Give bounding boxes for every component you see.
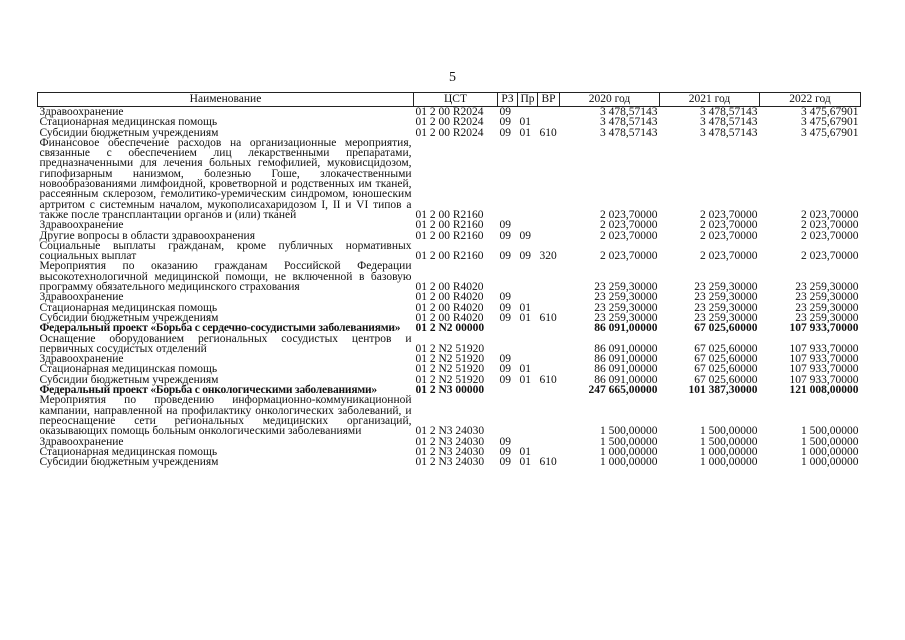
cell-cst: 01 2 00 R2160: [415, 250, 484, 263]
cell-name: Субсидии бюджетным учреждениям: [39, 311, 219, 324]
table-row: [38, 261, 861, 292]
cell-pr: [518, 385, 538, 395]
cell-rz: 09: [499, 456, 511, 469]
cell-rz: 09: [499, 291, 511, 304]
cell-y2020: 3 478,57143: [600, 116, 658, 129]
cell-vr: [538, 385, 560, 395]
cell-name: Субсидии бюджетным учреждениям: [39, 373, 219, 386]
cell-y2021: 67 025,60000: [694, 322, 758, 335]
cell-rz: 09: [499, 311, 511, 324]
cell-y2021: 1 000,00000: [700, 445, 758, 458]
cell-vr: [538, 138, 560, 220]
cell-y2020: 247 665,00000: [588, 384, 658, 397]
cell-y2021: 2 023,70000: [700, 219, 758, 232]
cell-cst: 01 2 N2 51920: [415, 342, 485, 355]
cell-y2020: 23 259,30000: [594, 301, 658, 314]
cell-y2022: 121 008,00000: [789, 384, 859, 397]
cell-rz: [498, 385, 518, 395]
cell-pr: [518, 323, 538, 333]
cell-vr: [538, 261, 560, 292]
header-name: Наименование: [38, 93, 414, 107]
cell-name: Оснащение оборудованием региональных сосудистых центров и первичных сосудистых отделений: [39, 332, 412, 355]
cell-y2022: 23 259,30000: [795, 281, 859, 294]
cell-y2020: 2 023,70000: [600, 229, 658, 242]
cell-y2020: 23 259,30000: [594, 291, 658, 304]
cell-cst: 01 2 00 R4020: [415, 281, 484, 294]
cell-y2022: 3 475,67901: [801, 106, 859, 118]
cell-y2021: 1 500,00000: [700, 435, 758, 448]
cell-y2021: 2 023,70000: [700, 208, 758, 221]
cell-name: Стационарная медицинская помощь: [39, 301, 218, 314]
cell-y2022: 107 933,70000: [789, 373, 859, 386]
cell-cst: 01 2 N2 51920: [415, 363, 485, 376]
cell-y2021: 3 478,57143: [700, 126, 758, 139]
cell-y2021: 1 000,00000: [700, 456, 758, 469]
table-row: [38, 241, 861, 262]
cell-cst: 01 2 00 R2024: [415, 126, 484, 139]
cell-y2020: 86 091,00000: [594, 353, 658, 366]
cell-y2022: 107 933,70000: [789, 342, 859, 355]
cell-name: Мероприятия по оказанию гражданам Российской Федерации высокотехнологичной медицинской помощи, не включенной в базовую программу обязательного медицинского страхования: [39, 260, 412, 294]
cell-y2022: 23 259,30000: [795, 301, 859, 314]
cell-y2022: 3 475,67901: [801, 116, 859, 129]
cell-name: Здравоохранение: [39, 219, 124, 232]
cell-rz: [498, 261, 518, 292]
cell-cst: 01 2 N2 51920: [415, 353, 485, 366]
cell-rz: 09: [499, 301, 511, 314]
cell-y2022: 2 023,70000: [801, 250, 859, 263]
cell-y2022: 1 000,00000: [801, 456, 859, 469]
cell-y2022: 23 259,30000: [795, 291, 859, 304]
cell-name: Социальные выплаты гражданам, кроме публичных нормативных социальных выплат: [39, 239, 412, 263]
cell-y2020: 2 023,70000: [600, 208, 658, 221]
cell-name: Здравоохранение: [39, 291, 124, 304]
cell-cst: 01 2 N3 24030: [415, 445, 485, 458]
cell-name: Здравоохранение: [39, 353, 124, 366]
cell-y2022: 23 259,30000: [795, 311, 859, 324]
cell-rz: 09: [499, 116, 511, 129]
cell-y2022: 107 933,70000: [789, 363, 859, 376]
cell-pr: 01: [519, 126, 531, 139]
cell-y2020: 23 259,30000: [594, 281, 658, 294]
cell-rz: 09: [499, 229, 511, 242]
cell-name: Финансовое обеспечение расходов на организационные мероприятия, связанные с обеспечением лиц лекарственными препаратами, предназначенными для лечения больных гемофилией, муковисцидозом, гипофизарным нанизмом, болезнью Гоше, злокачественными новообразованиями лимфоидной, кроветворной и родственных им тканей, рассеянным склерозом, гемолитико-уремическим синдромом, юношеским артритом с системным началом, мукополисахаридозом I, II и VI типов а также после трансплантации органов и (или) тканей: [39, 136, 412, 221]
table-row: [38, 323, 861, 333]
cell-cst: 01 2 00 R4020: [415, 291, 484, 304]
cell-name: Стационарная медицинская помощь: [39, 116, 218, 129]
cell-cst: 01 2 00 R2024: [415, 106, 484, 118]
cell-y2021: 23 259,30000: [694, 281, 758, 294]
header-vr: ВР: [538, 93, 560, 107]
cell-rz: 09: [499, 435, 511, 448]
cell-y2020: 1 500,00000: [600, 435, 658, 448]
cell-y2020: 3 478,57143: [600, 106, 658, 118]
cell-y2021: 67 025,60000: [694, 373, 758, 386]
cell-vr: [538, 354, 560, 364]
cell-y2021: 1 500,00000: [700, 425, 758, 438]
cell-pr: 01: [519, 373, 531, 386]
cell-cst: 01 2 00 R4020: [415, 311, 484, 324]
cell-rz: [498, 138, 518, 220]
cell-pr: 01: [519, 363, 531, 376]
cell-rz: [498, 323, 518, 333]
cell-rz: [498, 395, 518, 436]
header-rz: РЗ: [498, 93, 518, 107]
cell-cst: 01 2 00 R2160: [415, 219, 484, 232]
cell-pr: 01: [519, 456, 531, 469]
cell-vr: 320: [539, 250, 557, 263]
cell-rz: 09: [499, 373, 511, 386]
cell-y2022: 107 933,70000: [789, 322, 859, 335]
cell-pr: 01: [519, 301, 531, 314]
cell-y2021: 3 478,57143: [700, 106, 758, 118]
header-2021: 2021 год: [660, 93, 760, 107]
cell-rz: 09: [499, 106, 511, 118]
cell-y2021: 2 023,70000: [700, 229, 758, 242]
cell-name: Здравоохранение: [39, 435, 124, 448]
cell-vr: 610: [539, 126, 557, 139]
cell-pr: [518, 138, 538, 220]
cell-vr: [538, 395, 560, 436]
cell-y2020: 2 023,70000: [600, 250, 658, 263]
cell-y2021: 67 025,60000: [694, 342, 758, 355]
cell-y2020: 1 500,00000: [600, 425, 658, 438]
cell-name: Стационарная медицинская помощь: [39, 445, 218, 458]
cell-y2021: 23 259,30000: [694, 311, 758, 324]
cell-cst: 01 2 N3 24030: [415, 435, 485, 448]
header-cst: ЦСТ: [414, 93, 498, 107]
cell-y2022: 3 475,67901: [801, 126, 859, 139]
cell-y2022: 2 023,70000: [801, 219, 859, 232]
cell-y2022: 1 500,00000: [801, 435, 859, 448]
table-row: [38, 334, 861, 355]
cell-y2021: 23 259,30000: [694, 291, 758, 304]
cell-name: Субсидии бюджетным учреждениям: [39, 456, 219, 469]
cell-vr: 610: [539, 373, 557, 386]
cell-cst: 01 2 00 R2024: [415, 116, 484, 129]
cell-name: Федеральный проект «Борьба с онкологическими заболеваниями»: [39, 384, 377, 397]
cell-y2021: 3 478,57143: [700, 116, 758, 129]
cell-rz: 09: [499, 250, 511, 263]
cell-name: Стационарная медицинская помощь: [39, 363, 218, 376]
cell-cst: 01 2 N3 24030: [415, 456, 485, 469]
cell-vr: [538, 107, 560, 118]
budget-table: [37, 92, 861, 467]
cell-cst: 01 2 N3 00000: [415, 384, 485, 397]
cell-name: Субсидии бюджетным учреждениям: [39, 126, 219, 139]
cell-y2021: 67 025,60000: [694, 353, 758, 366]
cell-pr: 01: [519, 311, 531, 324]
table-row: [38, 395, 861, 436]
cell-y2021: 67 025,60000: [694, 363, 758, 376]
cell-y2021: 23 259,30000: [694, 301, 758, 314]
cell-vr: [538, 323, 560, 333]
cell-y2020: 3 478,57143: [600, 126, 658, 139]
cell-y2022: 107 933,70000: [789, 353, 859, 366]
cell-y2021: 101 387,30000: [688, 384, 758, 397]
cell-vr: [538, 231, 560, 241]
page-number: 5: [449, 70, 456, 85]
cell-name: Федеральный проект «Борьба с сердечно-сосудистыми заболеваниями»: [39, 322, 401, 335]
cell-pr: 09: [519, 229, 531, 242]
cell-pr: [518, 334, 538, 355]
cell-name: Здравоохранение: [39, 106, 124, 118]
cell-rz: [498, 334, 518, 355]
cell-rz: 09: [499, 445, 511, 458]
table-body: [38, 107, 861, 468]
cell-rz: 09: [499, 219, 511, 232]
cell-y2022: 2 023,70000: [801, 229, 859, 242]
cell-pr: [518, 395, 538, 436]
cell-y2020: 2 023,70000: [600, 219, 658, 232]
cell-rz: 09: [499, 363, 511, 376]
cell-name: Другие вопросы в области здравоохранения: [39, 229, 255, 242]
cell-cst: 01 2 00 R2160: [415, 229, 484, 242]
cell-vr: 610: [539, 311, 557, 324]
cell-rz: 09: [499, 126, 511, 139]
cell-pr: 01: [519, 445, 531, 458]
cell-y2022: 2 023,70000: [801, 208, 859, 221]
cell-vr: [538, 220, 560, 230]
cell-pr: 09: [519, 250, 531, 263]
table-header-row: [38, 93, 861, 107]
cell-pr: 01: [519, 116, 531, 129]
cell-y2022: 1 500,00000: [801, 425, 859, 438]
header-2020: 2020 год: [560, 93, 660, 107]
cell-y2020: 23 259,30000: [594, 311, 658, 324]
cell-y2020: 1 000,00000: [600, 445, 658, 458]
cell-y2022: 1 000,00000: [801, 445, 859, 458]
cell-cst: 01 2 N2 00000: [415, 322, 485, 335]
cell-vr: 610: [539, 456, 557, 469]
cell-name: Мероприятия по проведению информационно-коммуникационной кампании, направленной на профилактику онкологических заболеваний, и переоснащение сети региональных медицинских организаций, оказывающих помощь больным онкологическими заболеваниями: [39, 394, 412, 438]
table-row: [38, 138, 861, 220]
cell-rz: 09: [499, 353, 511, 366]
header-2022: 2022 год: [760, 93, 861, 107]
header-pr: Пр: [518, 93, 538, 107]
cell-cst: 01 2 00 R4020: [415, 301, 484, 314]
cell-cst: 01 2 N2 51920: [415, 373, 485, 386]
cell-pr: [518, 261, 538, 292]
cell-y2020: 86 091,00000: [594, 373, 658, 386]
cell-y2020: 86 091,00000: [594, 363, 658, 376]
table-row: [38, 457, 861, 467]
cell-vr: [538, 334, 560, 355]
cell-cst: 01 2 N3 24030: [415, 425, 485, 438]
cell-y2020: 86 091,00000: [594, 342, 658, 355]
cell-y2021: 2 023,70000: [700, 250, 758, 263]
cell-vr: [538, 437, 560, 447]
cell-cst: 01 2 00 R2160: [415, 208, 484, 221]
cell-y2020: 86 091,00000: [594, 322, 658, 335]
cell-y2020: 1 000,00000: [600, 456, 658, 469]
cell-vr: [538, 292, 560, 302]
